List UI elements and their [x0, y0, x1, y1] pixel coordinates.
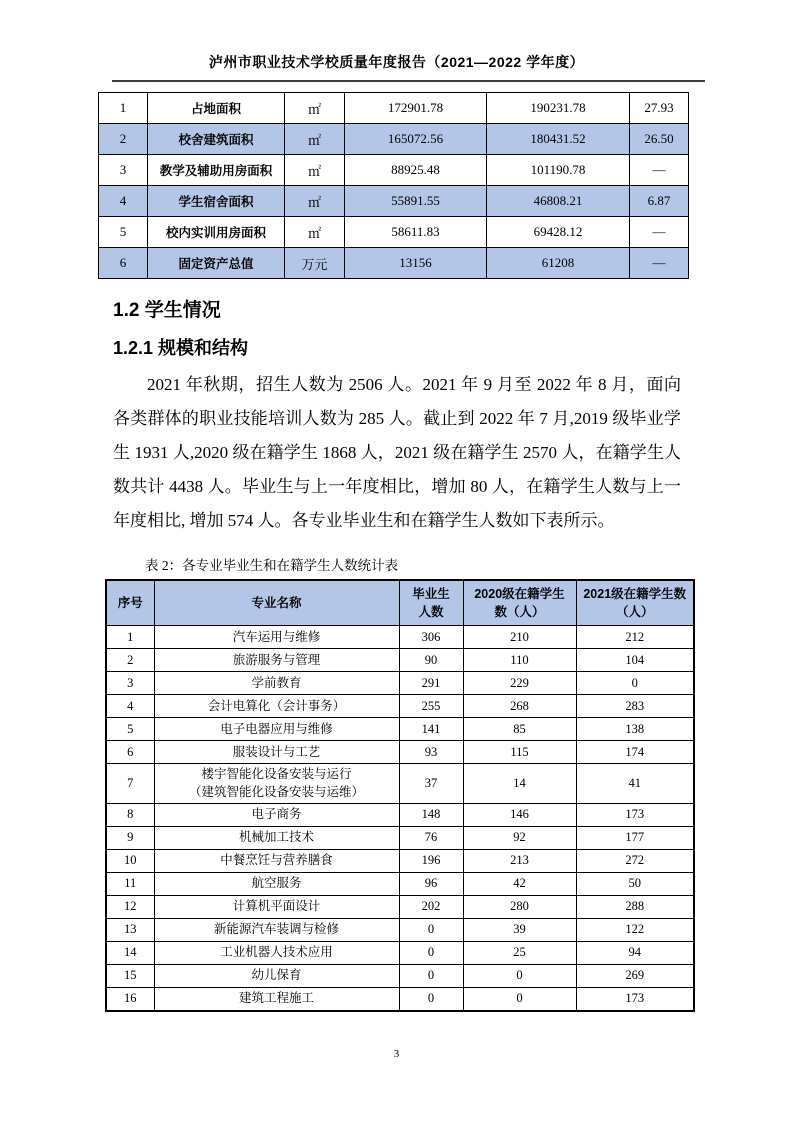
document-header-title: 泸州市职业技术学校质量年度报告（2021—2022 学年度） [208, 54, 585, 70]
header-cell-major: 专业名称 [154, 580, 399, 626]
cell-2020: 210 [463, 626, 576, 649]
cell-no: 3 [106, 672, 154, 695]
cell-graduates: 37 [399, 764, 463, 803]
cell-name: 固定资产总值 [148, 248, 285, 279]
cell-major: 旅游服务与管理 [154, 649, 399, 672]
cell-graduates: 291 [399, 672, 463, 695]
student-row-2 [106, 649, 694, 672]
cell-major: 工业机器人技术应用 [154, 941, 399, 964]
page-number: 3 [393, 1048, 400, 1060]
cell-2021: 41 [576, 764, 694, 803]
cell-no: 15 [106, 964, 154, 987]
cell-2020: 280 [463, 895, 576, 918]
cell-graduates: 96 [399, 872, 463, 895]
cell-no: 7 [106, 764, 154, 803]
cell-major: 航空服务 [154, 872, 399, 895]
cell-no: 12 [106, 895, 154, 918]
cell-change: — [630, 217, 689, 248]
cell-change: 26.50 [630, 124, 689, 155]
section-heading-1-2: 1.2 学生情况 [113, 300, 221, 321]
cell-major: 中餐烹饪与营养膳食 [154, 849, 399, 872]
cell-2021: 177 [576, 826, 694, 849]
cell-change: 27.93 [630, 93, 689, 124]
cell-no: 6 [106, 741, 154, 764]
cell-name: 教学及辅助用房面积 [148, 155, 285, 186]
cell-no: 4 [99, 186, 148, 217]
cell-major: 电子电器应用与维修 [154, 718, 399, 741]
cell-2021: 122 [576, 918, 694, 941]
cell-no: 6 [99, 248, 148, 279]
cell-2020: 14 [463, 764, 576, 803]
student-row-6 [106, 741, 694, 764]
student-row-4 [106, 695, 694, 718]
cell-2020: 85 [463, 718, 576, 741]
cell-no: 2 [106, 649, 154, 672]
cell-2020: 268 [463, 695, 576, 718]
student-row-8 [106, 803, 694, 826]
cell-no: 16 [106, 987, 154, 1011]
cell-value-2022: 69428.12 [487, 217, 630, 248]
student-row-14 [106, 941, 694, 964]
cell-value-2021: 58611.83 [345, 217, 487, 248]
cell-no: 13 [106, 918, 154, 941]
facility-row-3 [99, 155, 689, 186]
cell-major: 汽车运用与维修 [154, 626, 399, 649]
cell-name: 校舍建筑面积 [148, 124, 285, 155]
cell-2021: 50 [576, 872, 694, 895]
cell-major: 计算机平面设计 [154, 895, 399, 918]
header-cell-graduates: 毕业生 人数 [399, 580, 463, 626]
cell-no: 5 [106, 718, 154, 741]
cell-2021: 94 [576, 941, 694, 964]
cell-2021: 0 [576, 672, 694, 695]
cell-no: 2 [99, 124, 148, 155]
cell-value-2022: 46808.21 [487, 186, 630, 217]
cell-2021: 272 [576, 849, 694, 872]
cell-graduates: 90 [399, 649, 463, 672]
cell-2020: 0 [463, 987, 576, 1011]
body-paragraph: 2021 年秋期，招生人数为 2506 人。2021 年 9 月至 2022 年 8 月，面向各类群体的职业技能培训人数为 285 人。截止到 2022 年 7 月,2019 级毕业学生 1931 人,2020 级在籍学生 1868 人，2021 级在籍学生 2570 人，在籍学生人数共计 4438 人。毕业生与上一年度相比，增加 80 人，在籍学生人数与上一年度相比, 增加 574 人。各专业毕业生和在籍学生人数如下表所示。 [113, 375, 681, 530]
cell-value-2021: 13156 [345, 248, 487, 279]
cell-major: 幼儿保育 [154, 964, 399, 987]
cell-value-2022: 190231.78 [487, 93, 630, 124]
student-row-10 [106, 849, 694, 872]
cell-graduates: 0 [399, 918, 463, 941]
cell-no: 1 [106, 626, 154, 649]
cell-2020: 39 [463, 918, 576, 941]
cell-major: 学前教育 [154, 672, 399, 695]
cell-2020: 92 [463, 826, 576, 849]
cell-graduates: 0 [399, 964, 463, 987]
cell-no: 10 [106, 849, 154, 872]
student-row-7 [106, 764, 694, 803]
student-row-12 [106, 895, 694, 918]
cell-unit: ㎡ [285, 217, 345, 248]
cell-graduates: 148 [399, 803, 463, 826]
cell-no: 4 [106, 695, 154, 718]
cell-2021: 174 [576, 741, 694, 764]
student-row-11 [106, 872, 694, 895]
header-rule [112, 80, 705, 82]
facility-row-4 [99, 186, 689, 217]
cell-no: 9 [106, 826, 154, 849]
cell-graduates: 255 [399, 695, 463, 718]
cell-major: 服装设计与工艺 [154, 741, 399, 764]
facility-row-1 [99, 93, 689, 124]
cell-graduates: 0 [399, 987, 463, 1011]
facility-row-5 [99, 217, 689, 248]
cell-unit: ㎡ [285, 93, 345, 124]
student-row-3 [106, 672, 694, 695]
student-row-15 [106, 964, 694, 987]
cell-major: 机械加工技术 [154, 826, 399, 849]
cell-2020: 110 [463, 649, 576, 672]
cell-2021: 173 [576, 987, 694, 1011]
cell-value-2021: 165072.56 [345, 124, 487, 155]
cell-change: 6.87 [630, 186, 689, 217]
cell-2021: 283 [576, 695, 694, 718]
cell-no: 5 [99, 217, 148, 248]
cell-2020: 229 [463, 672, 576, 695]
header-cell-2021: 2021级在籍学生数 （人） [576, 580, 694, 626]
table2-caption: 表 2：各专业毕业生和在籍学生人数统计表 [145, 558, 399, 573]
cell-2021: 138 [576, 718, 694, 741]
student-row-5 [106, 718, 694, 741]
cell-2020: 213 [463, 849, 576, 872]
student-row-16 [106, 987, 694, 1011]
cell-major: 楼宇智能化设备安装与运行 （建筑智能化设备安装与运维） [154, 764, 399, 803]
cell-value-2021: 55891.55 [345, 186, 487, 217]
cell-major: 新能源汽车装调与检修 [154, 918, 399, 941]
cell-change: — [630, 248, 689, 279]
cell-major: 会计电算化（会计事务） [154, 695, 399, 718]
cell-unit: 万元 [285, 248, 345, 279]
cell-graduates: 202 [399, 895, 463, 918]
facility-row-6 [99, 248, 689, 279]
cell-2020: 115 [463, 741, 576, 764]
cell-2021: 104 [576, 649, 694, 672]
cell-no: 3 [99, 155, 148, 186]
cell-value-2022: 101190.78 [487, 155, 630, 186]
cell-name: 占地面积 [148, 93, 285, 124]
student-row-1 [106, 626, 694, 649]
cell-value-2021: 172901.78 [345, 93, 487, 124]
cell-2020: 0 [463, 964, 576, 987]
cell-graduates: 76 [399, 826, 463, 849]
cell-2020: 25 [463, 941, 576, 964]
students-header-row [106, 580, 694, 626]
facility-row-2 [99, 124, 689, 155]
student-row-9 [106, 826, 694, 849]
cell-name: 校内实训用房面积 [148, 217, 285, 248]
students-table [105, 579, 695, 1012]
cell-2021: 212 [576, 626, 694, 649]
cell-major: 电子商务 [154, 803, 399, 826]
cell-no: 8 [106, 803, 154, 826]
cell-graduates: 306 [399, 626, 463, 649]
cell-unit: ㎡ [285, 124, 345, 155]
cell-unit: ㎡ [285, 155, 345, 186]
cell-2020: 42 [463, 872, 576, 895]
cell-unit: ㎡ [285, 186, 345, 217]
header-cell-2020: 2020级在籍学生 数（人） [463, 580, 576, 626]
section-heading-1-2-1: 1.2.1 规模和结构 [113, 338, 249, 358]
cell-major: 建筑工程施工 [154, 987, 399, 1011]
header-cell-no: 序号 [106, 580, 154, 626]
cell-graduates: 196 [399, 849, 463, 872]
cell-2021: 173 [576, 803, 694, 826]
cell-name: 学生宿舍面积 [148, 186, 285, 217]
cell-graduates: 0 [399, 941, 463, 964]
cell-2021: 269 [576, 964, 694, 987]
cell-2020: 146 [463, 803, 576, 826]
cell-no: 1 [99, 93, 148, 124]
cell-value-2022: 61208 [487, 248, 630, 279]
cell-2021: 288 [576, 895, 694, 918]
cell-no: 14 [106, 941, 154, 964]
cell-change: — [630, 155, 689, 186]
student-row-13 [106, 918, 694, 941]
facilities-table [98, 92, 689, 279]
cell-graduates: 141 [399, 718, 463, 741]
cell-value-2022: 180431.52 [487, 124, 630, 155]
cell-no: 11 [106, 872, 154, 895]
cell-value-2021: 88925.48 [345, 155, 487, 186]
cell-graduates: 93 [399, 741, 463, 764]
